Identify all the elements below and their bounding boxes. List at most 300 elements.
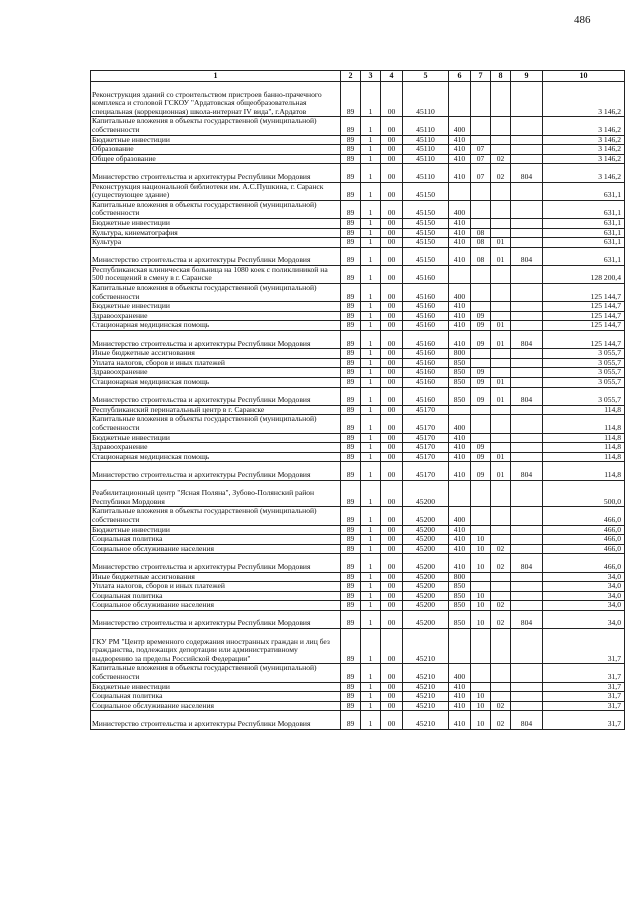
row-code-cell [511,415,543,433]
row-code-cell: 45160 [403,378,449,388]
row-code-cell: 1 [361,554,381,572]
row-code-cell [491,302,511,312]
row-code-cell: 410 [449,331,471,349]
row-code-cell: 45110 [403,135,449,145]
row-amount: 125 144,7 [543,321,625,331]
row-code-cell: 1 [361,228,381,238]
row-code-cell: 00 [381,572,403,582]
table-row [91,331,625,349]
table-row [91,154,625,164]
column-header: 5 [403,71,449,82]
row-code-cell: 804 [511,610,543,628]
row-code-cell: 45200 [403,601,449,611]
row-code-cell: 1 [361,284,381,302]
row-code-cell: 00 [381,238,403,248]
row-amount: 125 144,7 [543,284,625,302]
page-number: 486 [574,14,591,26]
row-code-cell: 45150 [403,247,449,265]
column-header: 8 [491,71,511,82]
row-code-cell: 89 [341,349,361,359]
row-description: Стационарная медицинская помощь [91,378,341,388]
row-code-cell: 45110 [403,82,449,117]
row-code-cell: 1 [361,387,381,405]
row-code-cell: 00 [381,302,403,312]
row-code-cell: 02 [491,610,511,628]
row-code-cell: 45110 [403,154,449,164]
row-code-cell: 45210 [403,682,449,692]
row-code-cell [471,82,491,117]
column-header: 1 [91,71,341,82]
row-code-cell [471,349,491,359]
row-code-cell: 804 [511,247,543,265]
row-description: Культура [91,238,341,248]
row-code-cell: 45200 [403,572,449,582]
row-code-cell: 45110 [403,145,449,155]
row-code-cell [511,349,543,359]
table-body [91,82,625,730]
row-code-cell: 45210 [403,711,449,729]
row-description: Стационарная медицинская помощь [91,321,341,331]
row-description: Капитальные вложения в объекты государственной (муниципальной) собственности [91,117,341,135]
row-code-cell: 804 [511,711,543,729]
row-code-cell [471,135,491,145]
row-code-cell: 850 [449,378,471,388]
row-code-cell: 1 [361,525,381,535]
row-code-cell: 00 [381,265,403,283]
row-amount: 3 055,7 [543,378,625,388]
row-amount: 114,8 [543,415,625,433]
row-code-cell: 01 [491,247,511,265]
row-code-cell [511,405,543,415]
row-code-cell: 45160 [403,284,449,302]
row-code-cell: 08 [471,247,491,265]
row-description: Иные бюджетные ассигнования [91,349,341,359]
row-code-cell: 89 [341,701,361,711]
row-code-cell [511,228,543,238]
row-code-cell: 00 [381,535,403,545]
table-row [91,610,625,628]
row-code-cell [491,82,511,117]
row-amount: 466,0 [543,544,625,554]
row-code-cell: 410 [449,302,471,312]
row-code-cell: 10 [471,711,491,729]
table-row [91,284,625,302]
row-amount: 114,8 [543,452,625,462]
row-code-cell: 02 [491,164,511,182]
row-code-cell: 45160 [403,265,449,283]
row-description: Социальное обслуживание населения [91,601,341,611]
row-description: Бюджетные инвестиции [91,682,341,692]
row-amount: 128 200,4 [543,265,625,283]
table-row [91,692,625,702]
row-code-cell: 89 [341,378,361,388]
row-code-cell [491,415,511,433]
row-code-cell: 10 [471,544,491,554]
row-code-cell [511,378,543,388]
row-amount: 114,8 [543,462,625,480]
row-description: Социальная политика [91,591,341,601]
row-code-cell [511,265,543,283]
row-code-cell: 410 [449,692,471,702]
row-code-cell: 89 [341,582,361,592]
row-description: ГКУ РМ "Центр временного содержания иностранных граждан и лиц без гражданства, подлежащих депортации или административному выдворению за пределы Российской Федерации" [91,629,341,664]
row-code-cell: 10 [471,535,491,545]
row-code-cell [511,154,543,164]
row-code-cell [471,433,491,443]
row-code-cell: 804 [511,164,543,182]
row-description: Социальная политика [91,535,341,545]
row-code-cell: 410 [449,701,471,711]
row-code-cell: 850 [449,591,471,601]
row-code-cell: 89 [341,452,361,462]
row-description: Иные бюджетные ассигнования [91,572,341,582]
row-code-cell: 09 [471,331,491,349]
row-code-cell: 850 [449,582,471,592]
row-code-cell: 45170 [403,443,449,453]
row-code-cell: 07 [471,164,491,182]
row-code-cell: 410 [449,452,471,462]
row-code-cell: 89 [341,218,361,228]
row-amount: 631,1 [543,238,625,248]
row-description: Уплата налогов, сборов и иных платежей [91,582,341,592]
row-code-cell: 00 [381,591,403,601]
row-code-cell: 89 [341,433,361,443]
row-code-cell: 89 [341,154,361,164]
row-code-cell: 45160 [403,321,449,331]
row-code-cell [491,349,511,359]
row-amount: 114,8 [543,433,625,443]
row-code-cell [471,218,491,228]
row-code-cell: 89 [341,535,361,545]
row-code-cell: 1 [361,682,381,692]
row-code-cell: 410 [449,544,471,554]
row-code-cell: 00 [381,368,403,378]
row-code-cell: 00 [381,82,403,117]
table-row [91,601,625,611]
row-description: Министерство строительства и архитектуры Республики Мордовия [91,247,341,265]
row-amount: 125 144,7 [543,302,625,312]
row-description: Министерство строительства и архитектуры Республики Мордовия [91,331,341,349]
row-code-cell: 804 [511,462,543,480]
row-code-cell: 00 [381,692,403,702]
row-code-cell: 89 [341,525,361,535]
row-code-cell: 400 [449,664,471,682]
row-code-cell: 45110 [403,117,449,135]
row-code-cell [449,480,471,507]
table-row [91,711,625,729]
row-code-cell: 1 [361,82,381,117]
row-amount: 3 146,2 [543,135,625,145]
table-row [91,664,625,682]
row-code-cell: 00 [381,582,403,592]
row-code-cell: 410 [449,711,471,729]
row-code-cell [449,82,471,117]
row-description: Министерство строительства и архитектуры Республики Мордовия [91,711,341,729]
row-code-cell: 01 [491,331,511,349]
row-code-cell: 1 [361,582,381,592]
row-description: Здравоохранение [91,311,341,321]
row-description: Капитальные вложения в объекты государственной (муниципальной) собственности [91,415,341,433]
row-code-cell: 1 [361,145,381,155]
row-code-cell: 1 [361,405,381,415]
row-code-cell [511,480,543,507]
row-code-cell: 00 [381,629,403,664]
row-code-cell: 45170 [403,462,449,480]
table-row [91,572,625,582]
row-code-cell [471,358,491,368]
table-row [91,265,625,283]
row-code-cell: 45210 [403,701,449,711]
table-row [91,629,625,664]
row-code-cell: 00 [381,664,403,682]
row-code-cell: 00 [381,544,403,554]
table-row [91,682,625,692]
row-code-cell: 45150 [403,228,449,238]
row-code-cell: 45200 [403,610,449,628]
row-code-cell [491,182,511,200]
row-code-cell: 00 [381,321,403,331]
row-amount: 631,1 [543,200,625,218]
row-code-cell: 89 [341,265,361,283]
row-code-cell [491,117,511,135]
table-row [91,433,625,443]
row-amount: 31,7 [543,701,625,711]
row-code-cell: 1 [361,415,381,433]
row-code-cell [449,182,471,200]
row-code-cell [511,145,543,155]
row-code-cell: 410 [449,321,471,331]
table-row [91,238,625,248]
row-code-cell: 00 [381,349,403,359]
row-code-cell: 01 [491,378,511,388]
row-code-cell [471,525,491,535]
row-code-cell: 45200 [403,535,449,545]
budget-table [90,70,625,730]
row-code-cell [471,664,491,682]
row-code-cell: 45200 [403,554,449,572]
row-code-cell [491,480,511,507]
row-code-cell: 1 [361,182,381,200]
row-code-cell: 1 [361,200,381,218]
row-code-cell: 09 [471,368,491,378]
row-code-cell [511,544,543,554]
row-amount: 3 146,2 [543,154,625,164]
row-amount: 34,0 [543,582,625,592]
row-code-cell [491,582,511,592]
row-code-cell: 89 [341,145,361,155]
row-code-cell: 1 [361,507,381,525]
row-code-cell: 1 [361,462,381,480]
row-code-cell [491,145,511,155]
row-code-cell: 45150 [403,182,449,200]
row-code-cell: 00 [381,218,403,228]
row-amount: 3 055,7 [543,368,625,378]
row-code-cell: 02 [491,711,511,729]
row-code-cell [471,265,491,283]
row-code-cell: 89 [341,311,361,321]
row-code-cell: 1 [361,321,381,331]
row-code-cell: 45170 [403,433,449,443]
row-description: Образование [91,145,341,155]
row-code-cell: 410 [449,164,471,182]
row-code-cell [511,311,543,321]
row-code-cell: 00 [381,452,403,462]
row-code-cell: 410 [449,238,471,248]
row-code-cell: 410 [449,682,471,692]
row-code-cell: 00 [381,247,403,265]
column-header: 6 [449,71,471,82]
row-amount: 3 146,2 [543,117,625,135]
row-code-cell: 01 [491,462,511,480]
row-code-cell [449,405,471,415]
row-description: Министерство строительства и архитектуры Республики Мордовия [91,462,341,480]
row-code-cell: 08 [471,238,491,248]
row-code-cell: 00 [381,378,403,388]
row-amount: 3 146,2 [543,145,625,155]
table-row [91,701,625,711]
row-code-cell: 89 [341,135,361,145]
row-description: Бюджетные инвестиции [91,218,341,228]
table-row [91,247,625,265]
row-code-cell [471,415,491,433]
row-code-cell: 89 [341,164,361,182]
row-code-cell: 89 [341,284,361,302]
row-code-cell [471,507,491,525]
row-code-cell: 1 [361,218,381,228]
row-code-cell [491,368,511,378]
row-code-cell [511,82,543,117]
row-code-cell: 1 [361,368,381,378]
row-code-cell [511,200,543,218]
table-row [91,443,625,453]
row-code-cell: 804 [511,331,543,349]
column-header: 2 [341,71,361,82]
row-code-cell: 00 [381,711,403,729]
row-code-cell: 1 [361,433,381,443]
row-code-cell [491,218,511,228]
row-code-cell: 45170 [403,452,449,462]
row-amount: 31,7 [543,664,625,682]
row-code-cell: 00 [381,331,403,349]
table-row [91,358,625,368]
row-code-cell: 89 [341,387,361,405]
row-amount: 466,0 [543,525,625,535]
row-code-cell: 800 [449,349,471,359]
row-code-cell: 09 [471,387,491,405]
row-amount: 125 144,7 [543,331,625,349]
row-code-cell [471,182,491,200]
row-code-cell: 1 [361,572,381,582]
row-code-cell: 410 [449,535,471,545]
row-code-cell: 45210 [403,664,449,682]
row-description: Реабилитационный центр "Ясная Поляна", Зубово-Полянский район Республики Мордовия [91,480,341,507]
row-code-cell: 89 [341,572,361,582]
row-code-cell: 45150 [403,238,449,248]
row-code-cell: 01 [491,321,511,331]
row-code-cell: 89 [341,82,361,117]
row-code-cell: 89 [341,302,361,312]
table-header-row [91,71,625,82]
row-amount: 631,1 [543,228,625,238]
table-row [91,218,625,228]
row-code-cell: 410 [449,247,471,265]
row-code-cell: 45200 [403,582,449,592]
row-amount: 3 055,7 [543,349,625,359]
table-row [91,349,625,359]
row-amount: 31,7 [543,629,625,664]
row-code-cell: 1 [361,117,381,135]
row-code-cell: 00 [381,601,403,611]
row-code-cell: 410 [449,433,471,443]
row-code-cell: 1 [361,664,381,682]
row-code-cell [471,480,491,507]
row-code-cell: 45150 [403,200,449,218]
table-row [91,182,625,200]
row-code-cell: 1 [361,154,381,164]
row-code-cell: 01 [491,387,511,405]
row-code-cell: 1 [361,443,381,453]
row-description: Стационарная медицинская помощь [91,452,341,462]
row-code-cell: 01 [491,452,511,462]
row-code-cell: 08 [471,228,491,238]
row-code-cell [491,664,511,682]
row-code-cell: 89 [341,331,361,349]
row-amount: 500,0 [543,480,625,507]
row-code-cell [471,302,491,312]
row-code-cell: 89 [341,182,361,200]
row-code-cell: 00 [381,480,403,507]
row-amount: 3 055,7 [543,358,625,368]
row-description: Бюджетные инвестиции [91,433,341,443]
row-code-cell: 89 [341,601,361,611]
row-code-cell [471,572,491,582]
table-row [91,228,625,238]
row-code-cell: 1 [361,544,381,554]
row-code-cell: 45160 [403,358,449,368]
row-code-cell: 45160 [403,387,449,405]
row-code-cell: 45210 [403,692,449,702]
row-code-cell: 45150 [403,218,449,228]
row-code-cell: 00 [381,415,403,433]
row-code-cell [491,507,511,525]
row-code-cell: 1 [361,591,381,601]
row-code-cell: 1 [361,331,381,349]
row-description: Капитальные вложения в объекты государственной (муниципальной) собственности [91,284,341,302]
row-code-cell: 02 [491,601,511,611]
row-code-cell: 10 [471,591,491,601]
row-code-cell [491,284,511,302]
row-code-cell: 00 [381,443,403,453]
row-code-cell [511,582,543,592]
row-code-cell: 00 [381,311,403,321]
row-code-cell: 00 [381,145,403,155]
row-code-cell: 1 [361,480,381,507]
row-code-cell: 10 [471,601,491,611]
row-code-cell: 89 [341,610,361,628]
row-code-cell: 410 [449,554,471,572]
row-code-cell: 410 [449,525,471,535]
row-code-cell [511,525,543,535]
row-code-cell: 00 [381,525,403,535]
row-code-cell: 45160 [403,331,449,349]
row-code-cell [491,572,511,582]
row-code-cell: 1 [361,358,381,368]
row-code-cell: 1 [361,349,381,359]
row-description: Реконструкция национальной библиотеки им. А.С.Пушкина, г. Саранск (существующее здание) [91,182,341,200]
row-code-cell [511,572,543,582]
row-code-cell [491,265,511,283]
row-code-cell: 1 [361,378,381,388]
